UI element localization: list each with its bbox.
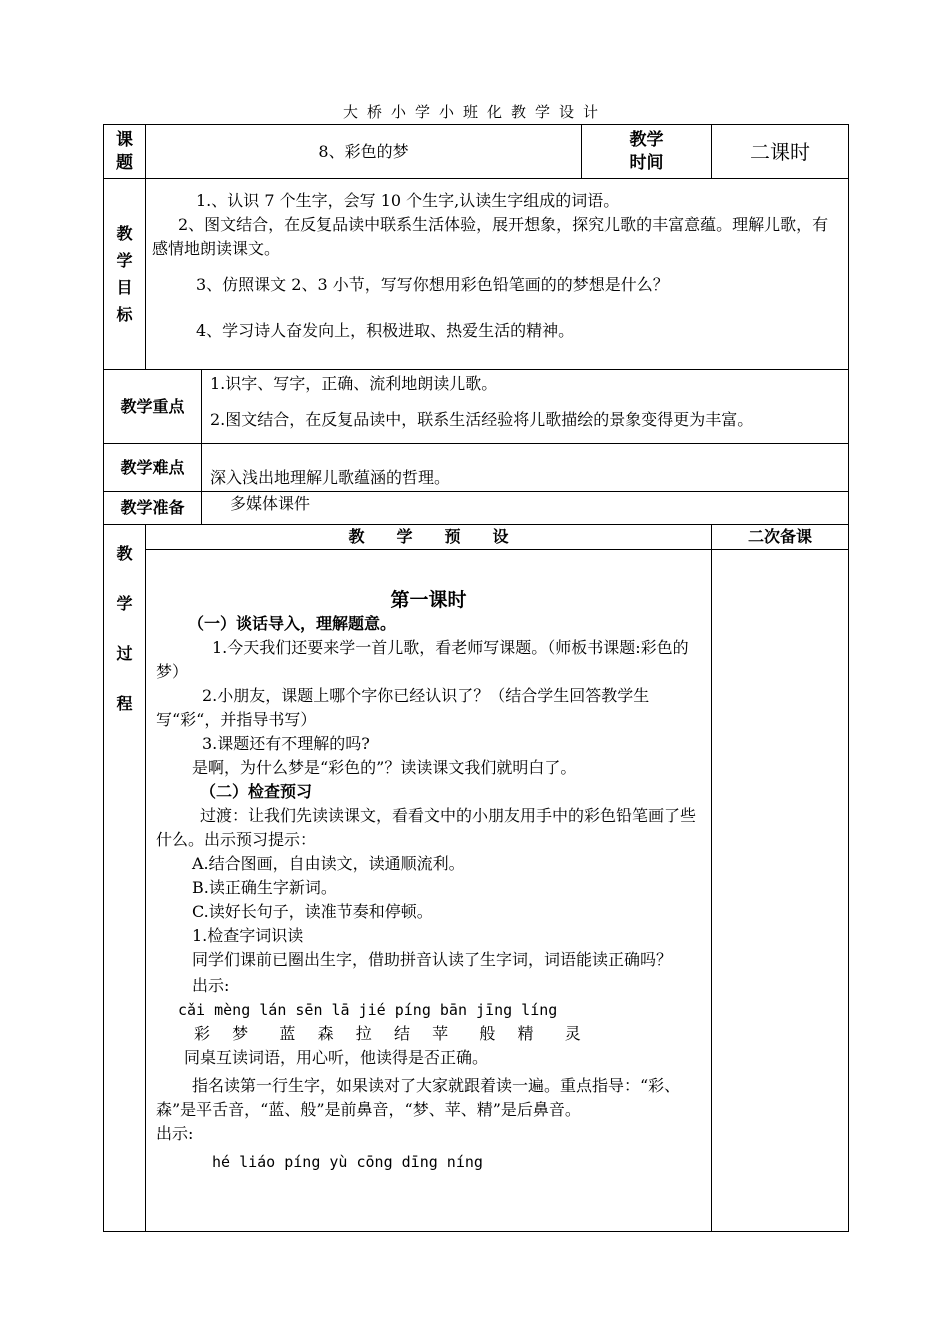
- topic-value: 8、彩色的梦: [146, 125, 582, 179]
- prep-content: [202, 492, 849, 525]
- difficulty-content: [202, 444, 849, 492]
- peer-read: 同桌互读词语，用心听，他读得是否正确。: [184, 1048, 489, 1067]
- goals-content: [146, 179, 849, 370]
- key-point-2: 2.图文结合，在反复品读中，联系生活经验将儿歌描绘的景象变得更为丰富。: [210, 410, 754, 429]
- process-label: [104, 525, 146, 1232]
- goal-item-3: 3、仿照课文 2、3 小节，写写你想用彩色铅笔画的的梦想是什么？: [196, 275, 669, 294]
- lesson-title: 第一课时: [390, 589, 467, 611]
- time-value: 二课时: [712, 125, 849, 179]
- show-label-1: 出示:: [192, 976, 230, 995]
- plan-second-header: 二次备课: [712, 525, 849, 550]
- check-title: 1.检查字词识读: [192, 926, 304, 945]
- show-label-2: 出示:: [156, 1124, 194, 1143]
- time-label-text: 教学时间: [629, 129, 664, 173]
- s2-tip-c: C.读好长句子，读准节奏和停顿。: [192, 902, 433, 921]
- s2-tip-a: A.结合图画，自由读文，读通顺流利。: [192, 854, 465, 873]
- key-point-1: 1.识字、写字，正确、流利地朗读儿歌。: [210, 374, 498, 393]
- goal-item-1: 1.、认识 7 个生字，会写 10 个生字,认读生字组成的词语。: [196, 191, 620, 210]
- second-prep-column: [712, 550, 849, 1232]
- s1-item-4: 是啊，为什么梦是“彩色的”？读读课文我们就明白了。: [192, 758, 577, 777]
- prep-label: 教学准备: [104, 492, 202, 525]
- prep-text: 多媒体课件: [230, 494, 311, 513]
- s1-item-1: 1.今天我们还要来学一首儿歌，看老师写课题。（师板书课题:彩色的梦）: [156, 638, 689, 681]
- s2-intro: 过渡：让我们先读读课文，看看文中的小朋友用手中的彩色铅笔画了些什么。出示预习提示：: [156, 806, 697, 849]
- time-label: [582, 125, 712, 179]
- key-points-content: [202, 370, 849, 444]
- topic-label-text: 课题: [116, 129, 133, 173]
- key-points-label: 教学重点: [104, 370, 202, 444]
- goal-item-2: 2、图文结合，在反复品读中联系生活体验，展开想象，探究儿歌的丰富意蕴。理解儿歌，有感情地朗读课文。: [152, 215, 829, 258]
- section-2-title: （二）检查预习: [200, 782, 313, 801]
- difficulty-label: 教学难点: [104, 444, 202, 492]
- goals-label-text: 教学目标: [116, 224, 133, 324]
- s1-item-2: 2.小朋友，课题上哪个字你已经认识了？（结合学生回答教学生写“彩“，并指导书写）: [156, 686, 650, 729]
- chars-row-1: 彩 梦 蓝 森 拉 结 苹 般 精 灵: [194, 1024, 585, 1043]
- document-title: 大桥小学小班化教学设计: [342, 103, 607, 121]
- difficulty-text: 深入浅出地理解儿歌蕴涵的哲理。: [210, 468, 451, 487]
- topic-label: [104, 125, 146, 179]
- process-content: [146, 550, 712, 1232]
- section-1-title: （一）谈话导入，理解题意。: [188, 614, 397, 633]
- s2-tip-b: B.读正确生字新词。: [192, 878, 337, 897]
- check-text: 同学们课前已圈出生字，借助拼音认读了生字词，词语能读正确吗？: [192, 950, 673, 969]
- goal-item-4: 4、学习诗人奋发向上，积极进取、热爱生活的精神。: [196, 321, 575, 340]
- process-label-text: 教学过程: [116, 544, 133, 713]
- lesson-plan-table: [103, 124, 849, 1232]
- pinyin-row-1: cǎi mèng lán sēn lā jié píng bān jīng líng: [178, 1001, 558, 1019]
- goals-label: [104, 179, 146, 370]
- plan-preset-header: 教 学 预 设: [146, 525, 712, 550]
- guide-text: 指名读第一行生字，如果读对了大家就跟着读一遍。重点指导：“彩、森”是平舌音，“蓝、般”是前鼻音，“梦、苹、精”是后鼻音。: [156, 1076, 681, 1119]
- s1-item-3: 3.课题还有不理解的吗?: [202, 734, 370, 753]
- pinyin-row-2: hé liáo píng yù cōng dīng níng: [212, 1153, 483, 1171]
